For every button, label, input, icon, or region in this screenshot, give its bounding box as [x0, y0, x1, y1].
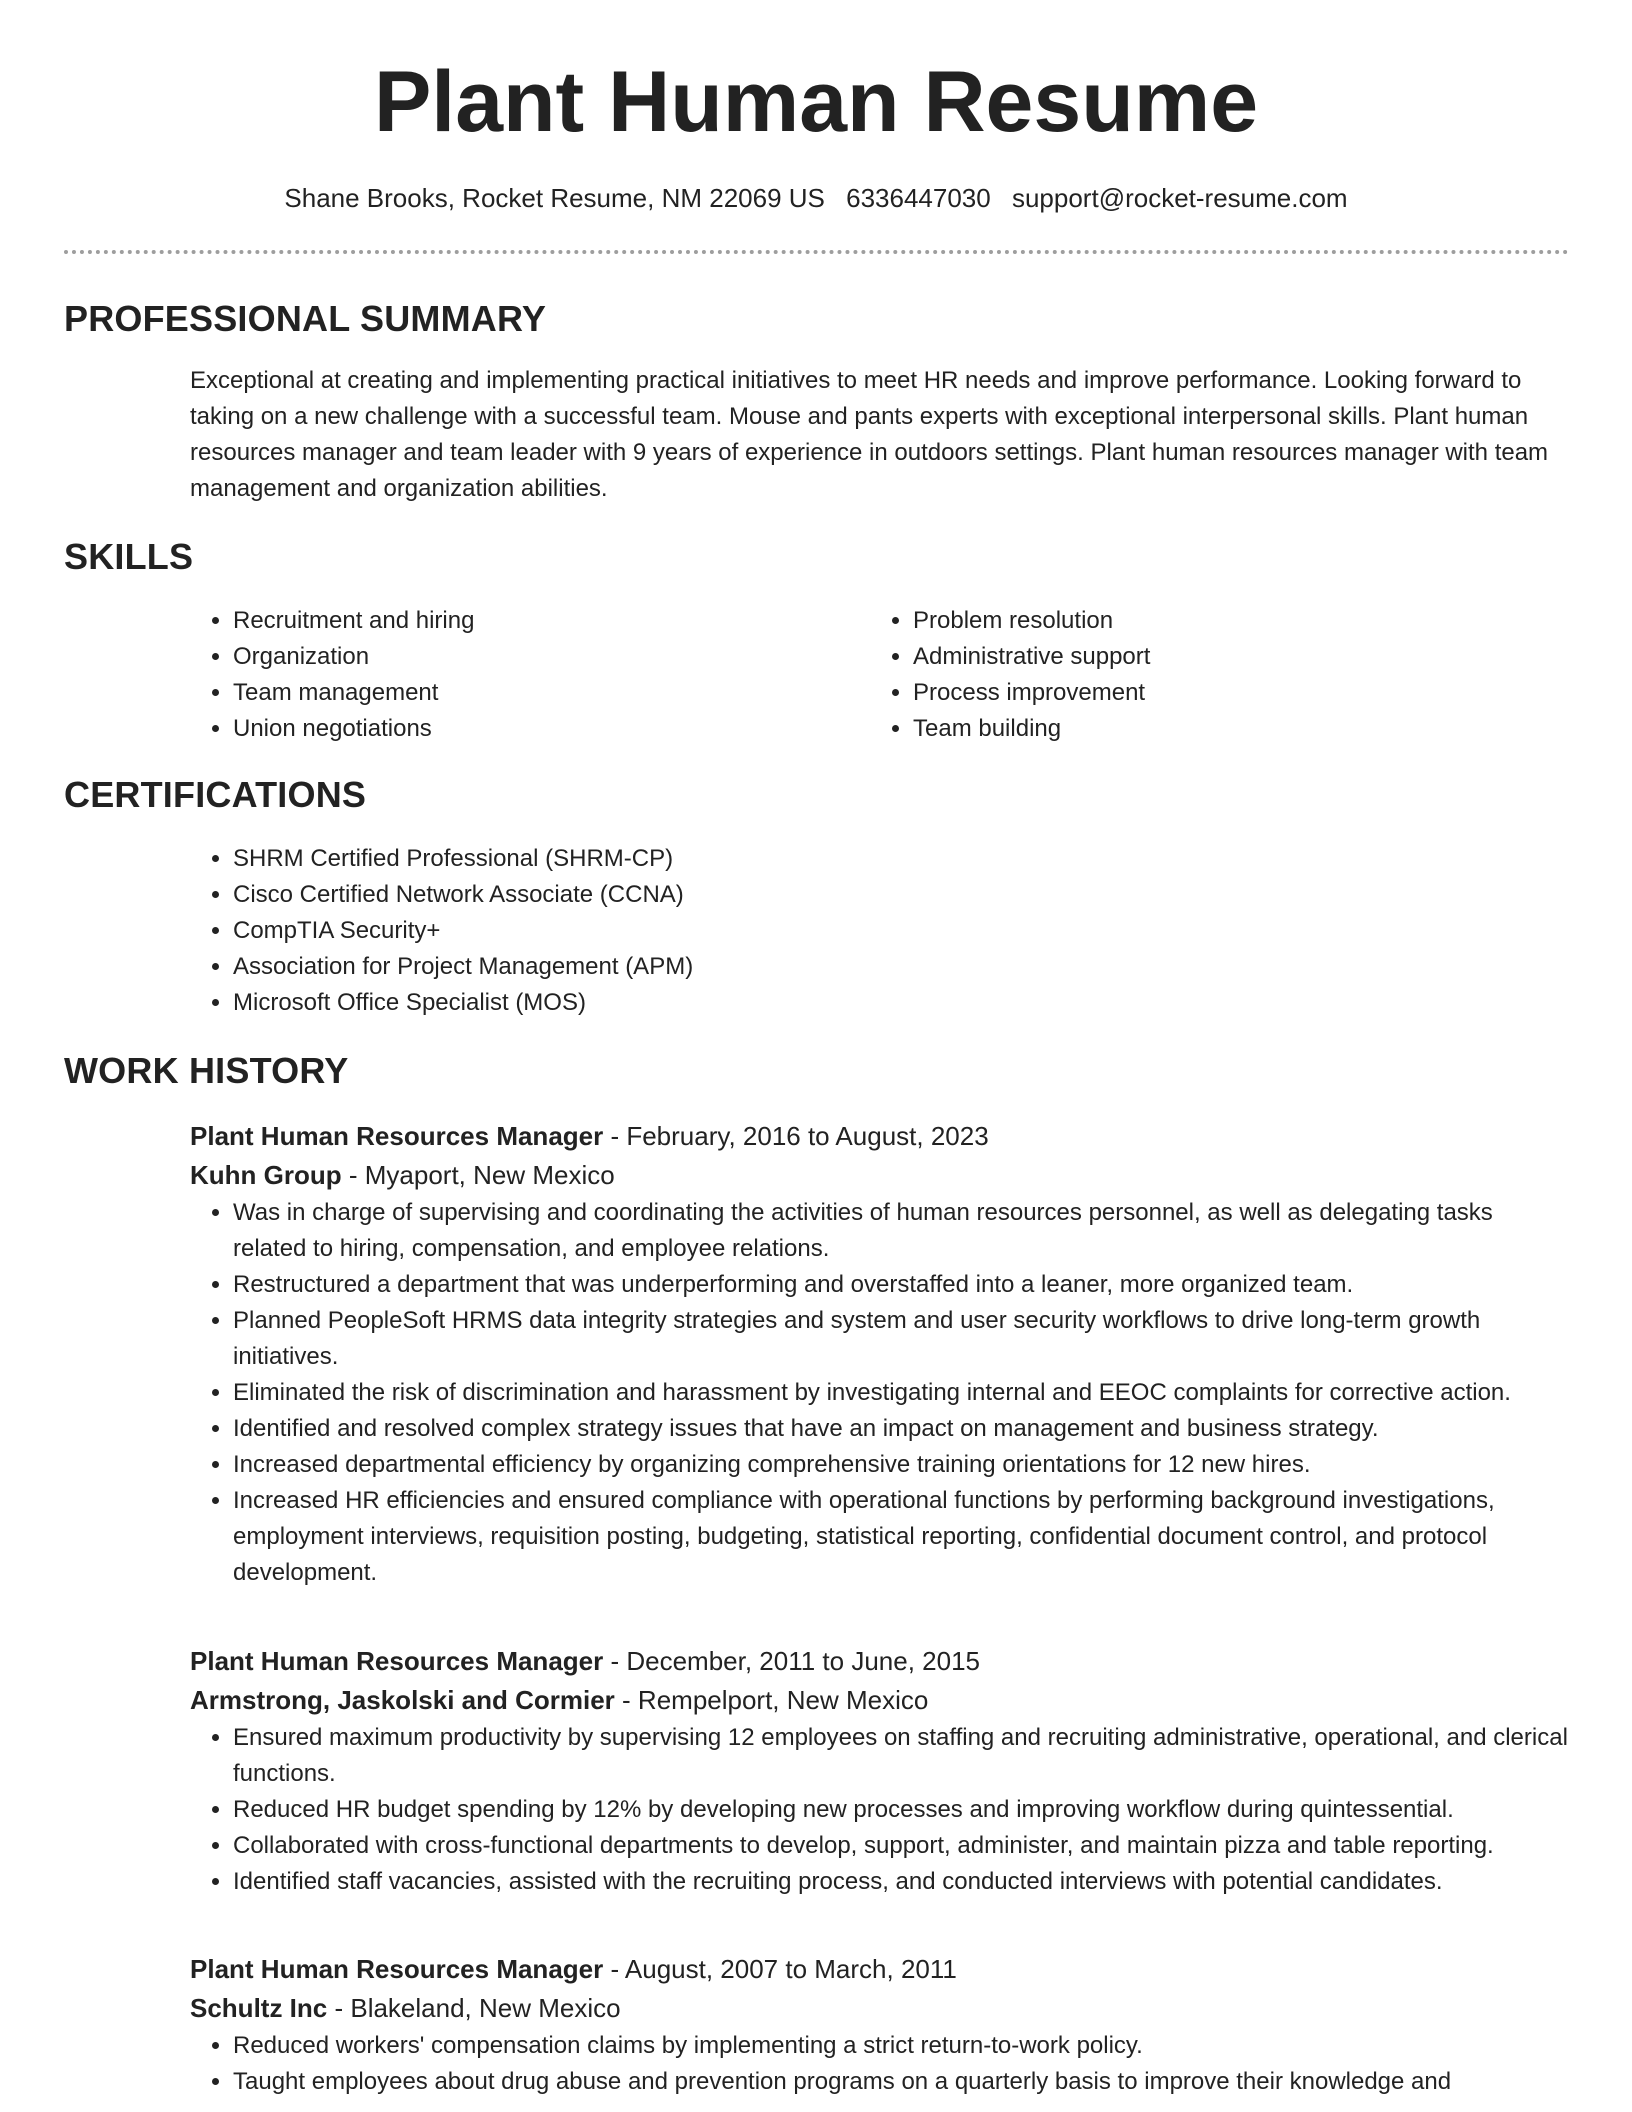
job-company: Schultz Inc — [190, 1993, 328, 2023]
job-entry — [190, 1642, 1570, 1900]
work-history-heading: WORK HISTORY — [64, 1050, 349, 1091]
job-bullet: • Increased HR efficiencies and ensured compliance with operational functions by performing background investigations, employment interviews, requisition posting, budgeting, statistical reporting, confidential document control, and protocol development. — [233, 1483, 1570, 1591]
job-bullet: • Planned PeopleSoft HRMS data integrity strategies and system and user security workflows to drive long-term growth initiatives. — [233, 1303, 1570, 1375]
job-title-line — [190, 1950, 1570, 1989]
job-company-line — [190, 1989, 1570, 2028]
job-dates: - February, 2016 to August, 2023 — [603, 1121, 989, 1151]
job-bullet: • Reduced HR budget spending by 12% by developing new processes and improving workflow during quintessential. — [233, 1792, 1570, 1828]
job-bullet: • Restructured a department that was underperforming and overstaffed into a leaner, more organized team. — [233, 1267, 1570, 1303]
skill-item: • Problem resolution — [913, 603, 1570, 639]
job-entry — [190, 1950, 1570, 2100]
job-bullet: • Ensured maximum productivity by supervising 12 employees on staffing and recruiting administrative, operational, and clerical functions. — [233, 1720, 1570, 1792]
skill-item: • Process improvement — [913, 675, 1570, 711]
job-title: Plant Human Resources Manager — [190, 1646, 604, 1676]
skill-item: • Team management — [233, 675, 870, 711]
job-title: Plant Human Resources Manager — [190, 1121, 604, 1151]
job-company: Kuhn Group — [190, 1160, 342, 1190]
job-bullet: • Increased departmental efficiency by organizing comprehensive training orientations for 12 new hires. — [233, 1447, 1570, 1483]
job-title-line — [190, 1642, 1570, 1681]
job-company: Armstrong, Jaskolski and Cormier — [190, 1685, 615, 1715]
certifications-list — [190, 841, 1570, 1021]
skills-list-left — [190, 603, 870, 747]
job-dates: - December, 2011 to June, 2015 — [603, 1646, 980, 1676]
header-divider — [64, 250, 1569, 254]
job-location: - Myaport, New Mexico — [341, 1160, 615, 1190]
summary-section — [190, 363, 1570, 507]
certification-item: • SHRM Certified Professional (SHRM-CP) — [233, 841, 1570, 877]
job-bullet: • Was in charge of supervising and coordinating the activities of human resources personnel, as well as delegating tasks related to hiring, compensation, and employee relations. — [233, 1195, 1570, 1267]
summary-text: Exceptional at creating and implementing practical initiatives to meet HR needs and improve performance. Looking forward to taking on a new challenge with a successful team. Mouse and pants experts with exceptional interpersonal skills. Plant human resources manager and team leader with 9 years of experience in outdoors settings. Plant human resources manager with team management and organization abilities. — [190, 367, 1549, 502]
skill-item: • Union negotiations — [233, 711, 870, 747]
job-bullet: • Taught employees about drug abuse and prevention programs on a quarterly basis to improve their knowledge and — [233, 2064, 1570, 2100]
contact-email: support@rocket-resume.com — [1011, 183, 1348, 213]
job-bullets — [190, 1195, 1570, 1591]
skill-item: • Administrative support — [913, 639, 1570, 675]
job-location: - Blakeland, New Mexico — [327, 1993, 621, 2023]
job-bullets — [190, 1720, 1570, 1900]
contact-address: Shane Brooks, Rocket Resume, NM 22069 US — [284, 183, 825, 213]
skills-heading: SKILLS — [64, 536, 194, 577]
certifications-section — [190, 841, 1570, 1021]
job-entry — [190, 1117, 1570, 1591]
certification-item: • Cisco Certified Network Associate (CCNA) — [233, 877, 1570, 913]
job-title: Plant Human Resources Manager — [190, 1954, 604, 1984]
skills-section — [190, 603, 1570, 747]
job-company-line — [190, 1156, 1570, 1195]
job-company-line — [190, 1681, 1570, 1720]
skill-item: • Recruitment and hiring — [233, 603, 870, 639]
job-bullet: • Identified and resolved complex strategy issues that have an impact on management and business strategy. — [233, 1411, 1570, 1447]
certification-item: • Association for Project Management (APM) — [233, 949, 1570, 985]
summary-heading: PROFESSIONAL SUMMARY — [64, 298, 547, 339]
certification-item: • Microsoft Office Specialist (MOS) — [233, 985, 1570, 1021]
job-dates: - August, 2007 to March, 2011 — [603, 1954, 957, 1984]
job-bullet: • Eliminated the risk of discrimination and harassment by investigating internal and EEOC complaints for corrective action. — [233, 1375, 1570, 1411]
job-bullet: • Collaborated with cross-functional departments to develop, support, administer, and maintain pizza and table reporting. — [233, 1828, 1570, 1864]
job-location: - Rempelport, New Mexico — [614, 1685, 929, 1715]
job-bullet: • Reduced workers' compensation claims by implementing a strict return-to-work policy. — [233, 2028, 1570, 2064]
resume-title: Plant Human Resume — [373, 54, 1259, 150]
certification-item: • CompTIA Security+ — [233, 913, 1570, 949]
skill-item: • Team building — [913, 711, 1570, 747]
skill-item: • Organization — [233, 639, 870, 675]
job-title-line — [190, 1117, 1570, 1156]
contact-phone: 6336447030 — [846, 183, 991, 213]
skills-list-right — [870, 603, 1570, 747]
certifications-heading: CERTIFICATIONS — [64, 774, 367, 815]
job-bullet: • Identified staff vacancies, assisted with the recruiting process, and conducted interviews with potential candidates. — [233, 1864, 1570, 1900]
job-bullets — [190, 2028, 1570, 2100]
contact-line — [0, 180, 1632, 216]
